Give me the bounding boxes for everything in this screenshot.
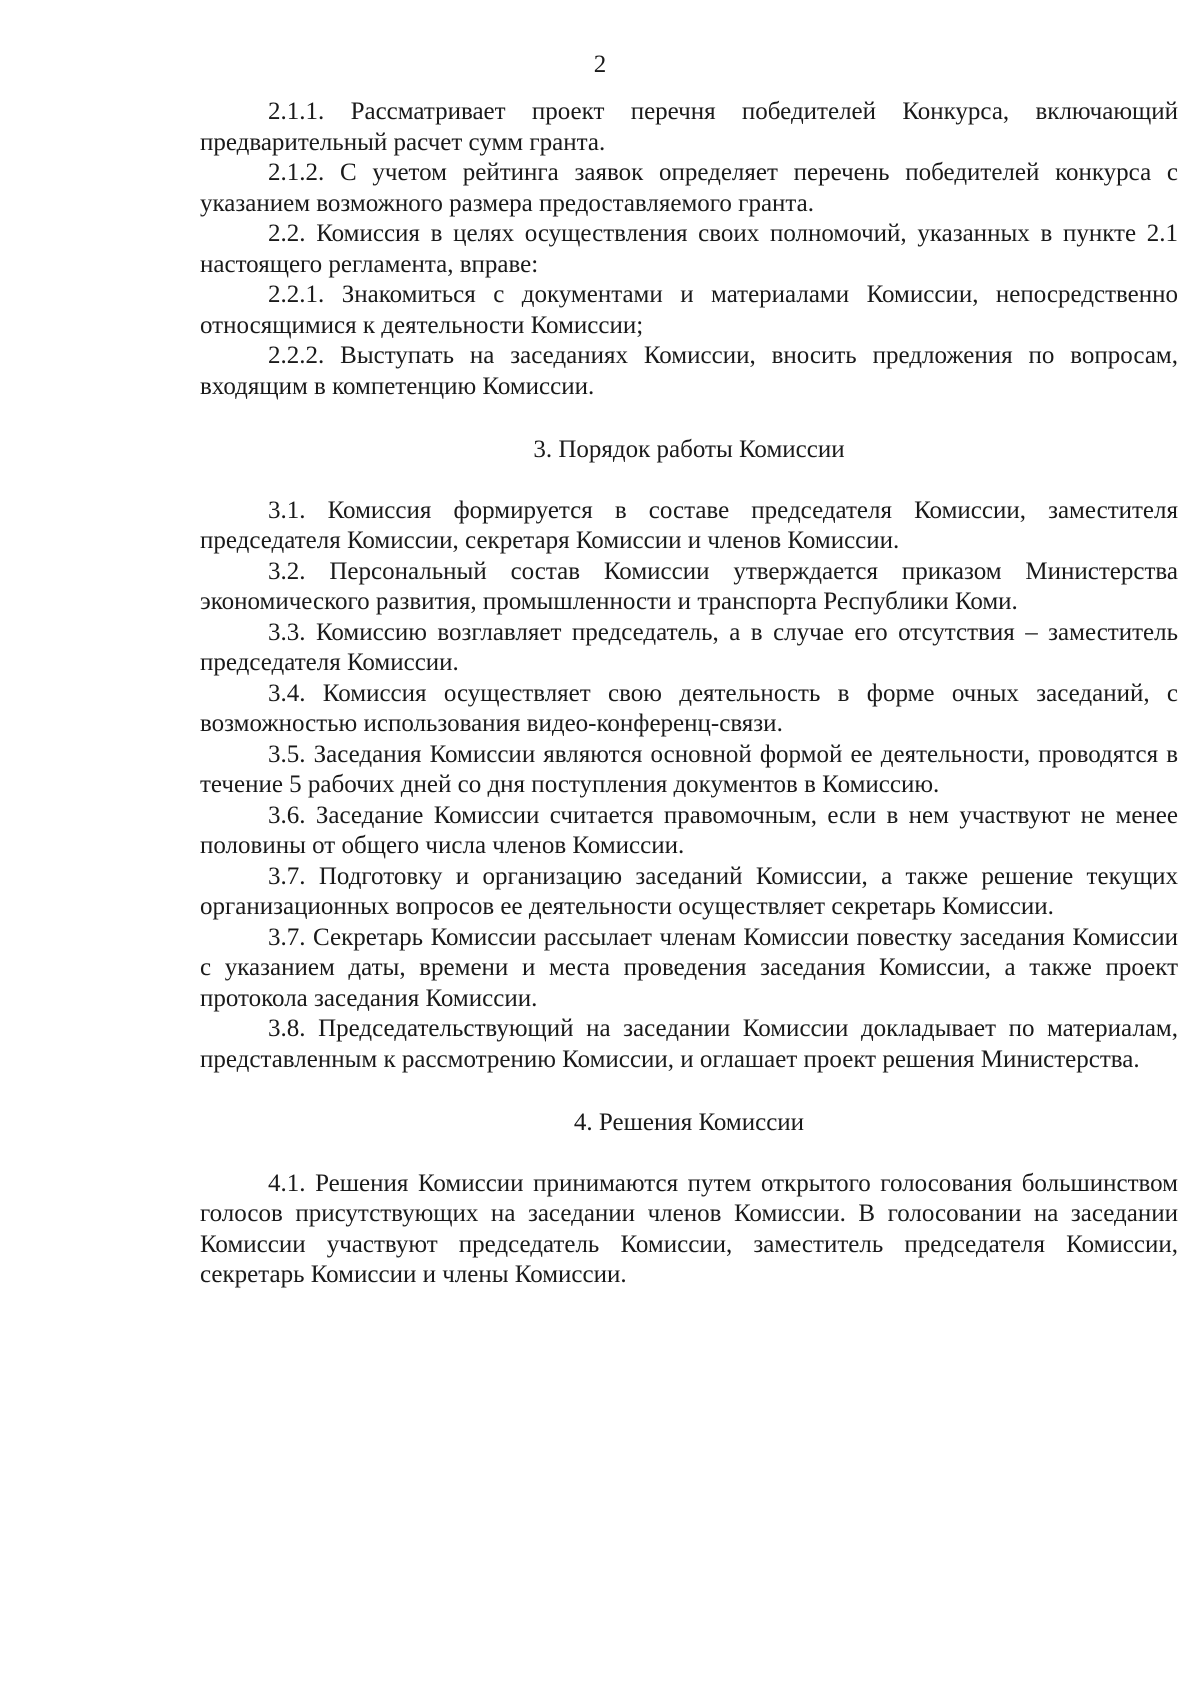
section-heading-4: 4. Решения Комиссии	[573, 1109, 805, 1136]
paragraph-3-5: 3.5. Заседания Комиссии являются основной формой ее деятельности, проводятся в течение 5 рабочих дней со дня поступления документов в Комиссию.	[200, 740, 1178, 798]
paragraph-2-1-1: 2.1.1. Рассматривает проект перечня победителей Конкурса, включающий предварительный расчет сумм гранта.	[200, 98, 1178, 156]
paragraph-2-1-2: 2.1.2. С учетом рейтинга заявок определяет перечень победителей конкурса с указанием возможного размера предоставляемого гранта.	[200, 159, 1178, 217]
paragraph-3-7a: 3.7. Подготовку и организацию заседаний Комиссии, а также решение текущих организационных вопросов ее деятельности осуществляет секретарь Комиссии.	[200, 862, 1178, 920]
paragraph-3-7b: 3.7. Секретарь Комиссии рассылает членам Комиссии повестку заседания Комиссии с указанием даты, времени и места проведения заседания Комиссии, а также проект протокола заседания Комиссии.	[200, 923, 1178, 1012]
paragraph-4-1: 4.1. Решения Комиссии принимаются путем открытого голосования большинством голосов присутствующих на заседании членов Комиссии. В голосовании на заседании Комиссии участвуют председатель Комиссии, заместитель председателя Комиссии, секретарь Комиссии и члены Комиссии.	[200, 1169, 1178, 1288]
paragraph-2-2-1: 2.2.1. Знакомиться с документами и материалами Комиссии, непосредственно относящимися к деятельности Комиссии;	[200, 281, 1178, 339]
paragraph-2-2-2: 2.2.2. Выступать на заседаниях Комиссии, вносить предложения по вопросам, входящим в компетенцию Комиссии.	[200, 342, 1178, 400]
paragraph-3-8: 3.8. Председательствующий на заседании Комиссии докладывает по материалам, представленным к рассмотрению Комиссии, и оглашает проект решения Министерства.	[200, 1015, 1178, 1073]
paragraph-3-2: 3.2. Персональный состав Комиссии утверждается приказом Министерства экономического развития, промышленности и транспорта Республики Коми.	[200, 557, 1178, 615]
page-number: 2	[593, 51, 607, 78]
paragraph-2-2: 2.2. Комиссия в целях осуществления своих полномочий, указанных в пункте 2.1 настоящего регламента, вправе:	[200, 220, 1178, 278]
paragraph-3-3: 3.3. Комиссию возглавляет председатель, а в случае его отсутствия – заместитель председателя Комиссии.	[200, 618, 1178, 676]
paragraph-3-1: 3.1. Комиссия формируется в составе председателя Комиссии, заместителя председателя Комиссии, секретаря Комиссии и членов Комиссии.	[200, 496, 1178, 554]
section-heading-3: 3. Порядок работы Комиссии	[533, 436, 845, 463]
paragraph-3-4: 3.4. Комиссия осуществляет свою деятельность в форме очных заседаний, с возможностью использования видео-конференц-связи.	[200, 679, 1178, 737]
document-body	[200, 97, 1178, 1291]
paragraph-3-6: 3.6. Заседание Комиссии считается правомочным, если в нем участвуют не менее половины от общего числа членов Комиссии.	[200, 801, 1178, 859]
